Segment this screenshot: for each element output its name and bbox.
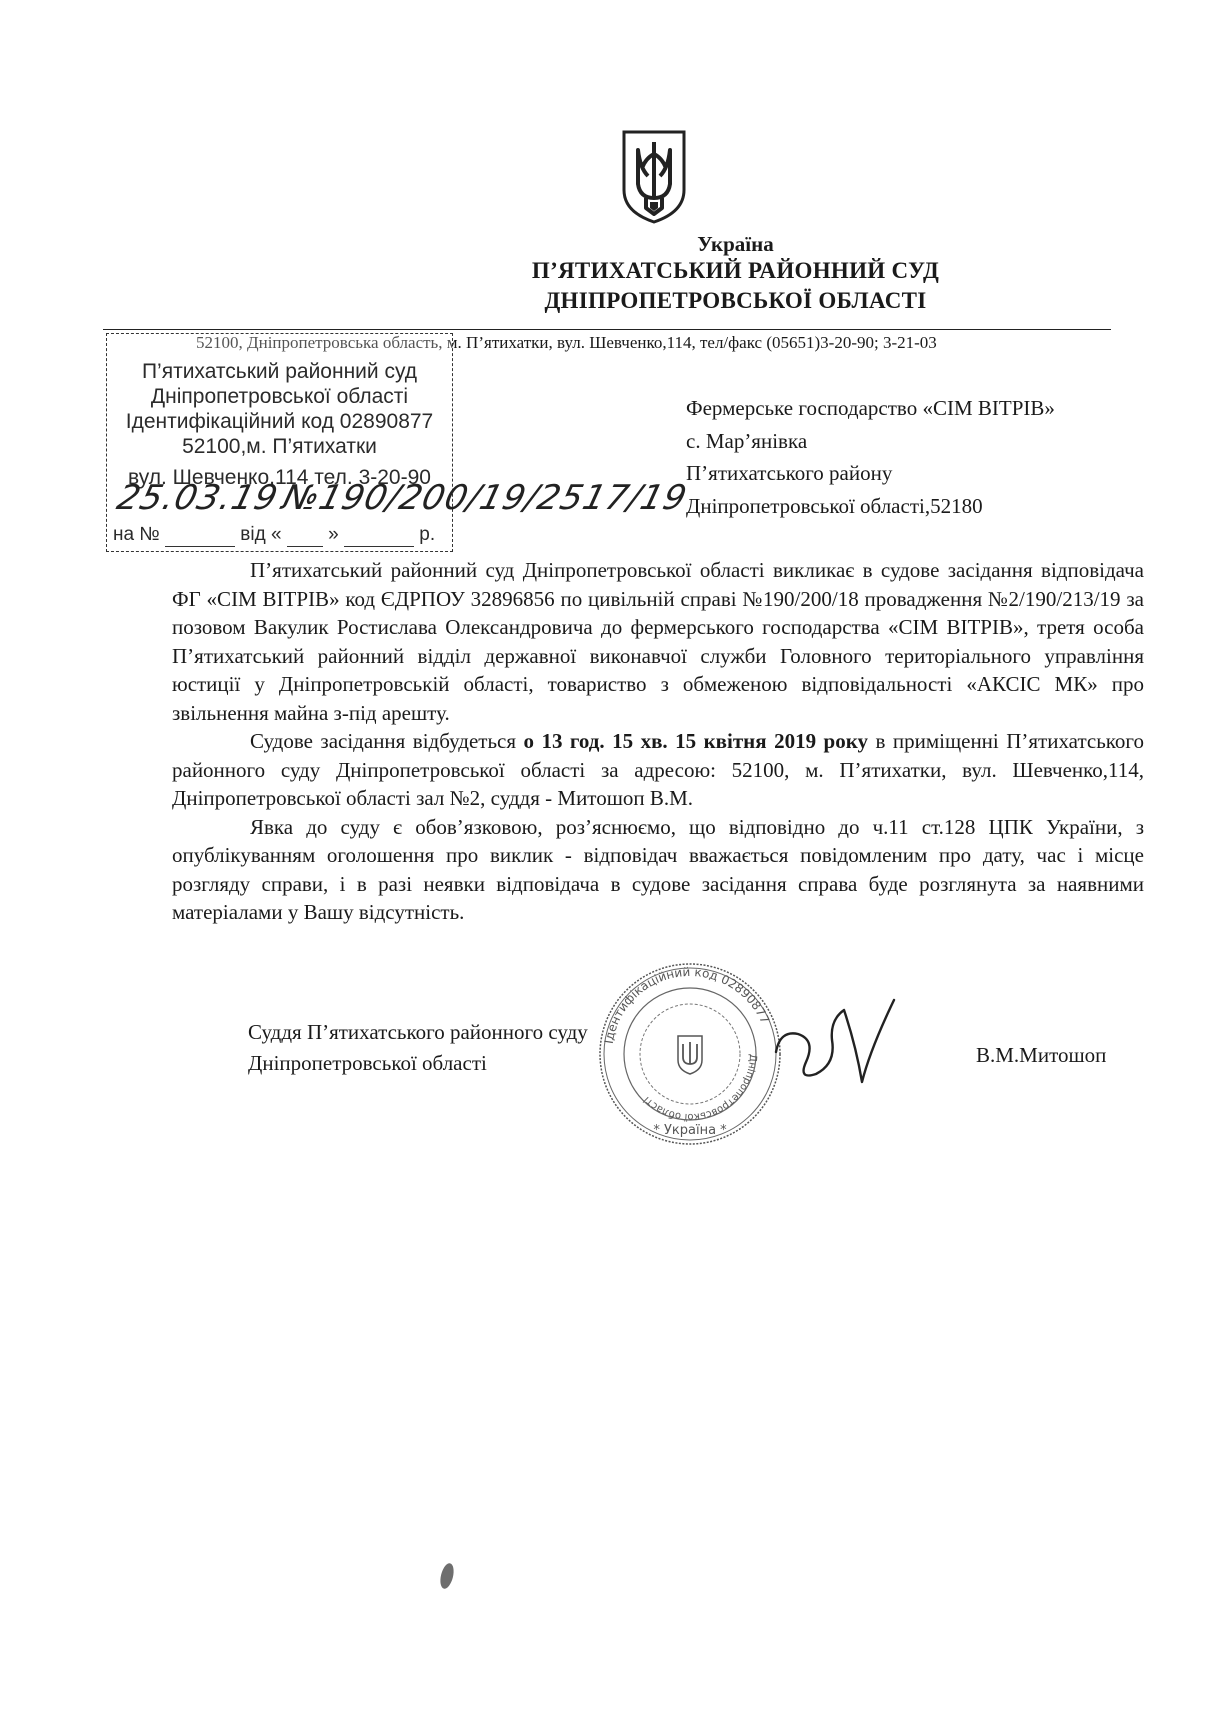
hearing-text-end: в приміщенні П’ятихатського районного суду Дніпропетровської області за адресою: 52100, м. П’ятихатки, вул. Шевченко,114, Дніпропетровської області зал №2, суддя - Митошоп В.М. — [172, 729, 1145, 810]
recipient-village: с. Мар’янівка — [686, 428, 808, 453]
stamp-blank — [287, 524, 323, 547]
recipient-region: Дніпропетровської області,52180 — [686, 493, 983, 518]
stamp-line-street: вул. Шевченко,114 тел. 3-20-90 — [128, 466, 431, 489]
stamp-line-city: 52100,м. П’ятихатки — [182, 435, 377, 458]
seal-inner-text — [641, 1054, 758, 1122]
stamp-line-reference — [113, 524, 458, 547]
recipient-block — [686, 392, 1055, 522]
stamp-ref-quote: » — [328, 524, 339, 545]
seal-inner-path: Дніпропетровської області — [641, 1053, 759, 1123]
judge-name: В.М.Митошоп — [976, 1043, 1107, 1067]
handwritten-signature — [770, 990, 900, 1100]
seal-outer-path: Ідентифікаційний код 02890877 — [601, 964, 773, 1045]
court-address: 52100, Дніпропетровська область, м. П’ятихатки, вул. Шевченко,114, тел/факс (05651)3-20-90; 3-21-03 — [196, 333, 937, 352]
coat-of-arms-icon — [620, 128, 688, 224]
seal-bottom-text: * Україна * — [653, 1123, 727, 1138]
stamp-line-region: Дніпропетровської області — [150, 385, 409, 408]
signature-title-line2: Дніпропетровської області — [248, 1051, 487, 1075]
stamp-ref-from: від « — [240, 524, 282, 545]
court-name: П’ЯТИХАТСЬКИЙ РАЙОННИЙ СУД — [531, 258, 940, 283]
stamp-line-court: П’ятихатський районний суд — [141, 360, 418, 383]
official-seal — [598, 962, 782, 1146]
stamp-ref-prefix: на № — [113, 524, 160, 545]
paragraph-summons: П’ятихатський районний суд Дніпропетровської області викликає в судове засідання відповідача ФГ «СІМ ВІТРІВ» код ЄДРПОУ 32896856 по цивільній справі №190/200/18 провадження №2/190/213/19 за позовом Вакулик Ростислава Олександровича до фермерського господарства «СІМ ВІТРІВ», третя особа П’ятихатський районний відділ державної виконавчої служби Головного територіального управління юстиції у Дніпропетровській області, товариство з обмеженою відповідальності «АКСІС МК» про звільнення майна з-під арешту. — [172, 558, 1144, 725]
handwritten-date: 25.03.19 — [113, 478, 283, 518]
header-divider — [103, 329, 1111, 330]
recipient-name: Фермерське господарство «СІМ ВІТРІВ» — [686, 396, 1055, 420]
handwritten-number: №190/200/19/2517/19 — [278, 478, 692, 518]
recipient-district: П’ятихатського району — [686, 461, 893, 485]
court-region: ДНІПРОПЕТРОВСЬКОЇ ОБЛАСТІ — [544, 288, 927, 313]
hearing-datetime: о 13 год. 15 хв. 15 квітня 2019 року — [523, 729, 869, 753]
paragraph-hearing — [172, 727, 1144, 813]
paragraph-attendance: Явка до суду є обов’язковою, роз’яснюємо, що відповідно до ч.11 ст.128 ЦПК України, з опублікуванням оголошення про виклик - відповідач вважається повідомленим про дату, час і місце розгляду справи, і в разі неявки відповідача в судове засідання справа буде розглянута за наявними матеріалами у Вашу відсутність. — [172, 814, 1144, 924]
letter-body — [172, 556, 1144, 927]
stamp-blank — [165, 524, 235, 547]
stamp-blank — [344, 524, 414, 547]
hearing-text-start: Судове засідання відбудеться — [250, 729, 524, 753]
stamp-ref-suffix: р. — [419, 524, 436, 545]
ink-blot — [438, 1562, 456, 1590]
signature-title — [248, 1017, 588, 1079]
stamp-line-id-code: Ідентифікаційний код 02890877 — [125, 410, 434, 433]
handwritten-registration — [113, 478, 691, 518]
signature-title-line1: Суддя П’ятихатського районного суду — [248, 1020, 588, 1044]
seal-tryzub-icon — [678, 1036, 702, 1074]
country-heading: Україна — [697, 232, 774, 256]
registration-stamp — [106, 333, 453, 552]
